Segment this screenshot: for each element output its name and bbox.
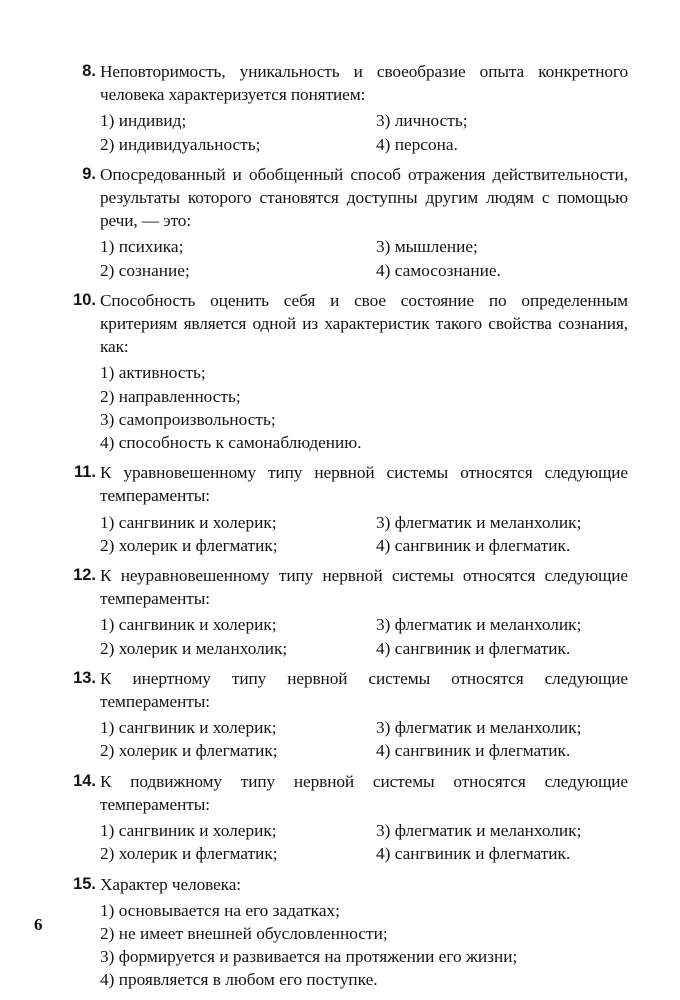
- question-text: К неуравновешенному типу нервной системы относятся следующие темпераменты:: [100, 566, 628, 609]
- answer-option: 1) сангвиник и холерик;: [100, 718, 277, 738]
- answer-options: [100, 361, 628, 454]
- question-11: [58, 461, 628, 557]
- question-number: 15.: [73, 874, 96, 893]
- question-text: К подвижному типу нервной системы относятся следующие темпераменты:: [100, 771, 628, 814]
- question-number: 12.: [73, 566, 96, 585]
- answer-options: [100, 109, 628, 155]
- answer-option: 2) сознание;: [100, 260, 190, 280]
- answer-options: [100, 511, 628, 557]
- answer-option: 1) индивид;: [100, 111, 187, 131]
- answer-option: 2) не имеет внешней обусловленности;: [100, 923, 388, 943]
- answer-options: [100, 613, 628, 659]
- question-number: 14.: [73, 771, 96, 790]
- answer-option: 4) сангвиник и флегматик.: [376, 844, 571, 864]
- answer-option: 2) направленность;: [100, 386, 241, 406]
- page-number: 6: [34, 915, 43, 934]
- answer-option: 2) холерик и меланхолик;: [100, 638, 288, 658]
- answer-option: 3) самопроизвольность;: [100, 409, 276, 429]
- answer-option: 4) сангвиник и флегматик.: [376, 535, 571, 555]
- question-9: [58, 163, 628, 282]
- question-10: [58, 289, 628, 454]
- answer-option: 1) основывается на его задатках;: [100, 900, 340, 920]
- question-number: 8.: [82, 62, 96, 80]
- question-number: 13.: [73, 668, 96, 687]
- answer-options: [100, 899, 628, 992]
- question-14: [58, 770, 628, 866]
- answer-option: 2) индивидуальность;: [100, 134, 261, 154]
- question-text: Характер человека:: [100, 874, 241, 894]
- question-text: К уравновешенному типу нервной системы относятся следующие темпераменты:: [100, 463, 628, 506]
- question-15: [58, 873, 628, 992]
- answer-option: 4) проявляется в любом его поступке.: [100, 970, 378, 990]
- question-12: [58, 564, 628, 660]
- answer-option: 1) сангвиник и холерик;: [100, 615, 277, 635]
- question-text: Неповторимость, уникальность и своеобразие опыта конкретного человека характеризуется понятием:: [100, 62, 628, 105]
- answer-option: 3) флегматик и меланхолик;: [376, 615, 582, 635]
- answer-option: 4) сангвиник и флегматик.: [376, 638, 571, 658]
- answer-option: 1) сангвиник и холерик;: [100, 821, 277, 841]
- answer-option: 3) личность;: [376, 111, 468, 131]
- answer-option: 3) мышление;: [376, 237, 478, 257]
- answer-option: 4) самосознание.: [376, 260, 501, 280]
- question-number: 11.: [73, 463, 96, 482]
- answer-option: 4) сангвиник и флегматик.: [376, 741, 571, 761]
- question-text: Способность оценить себя и свое состояние по определенным критериям является одной из характеристик такого свойства сознания, как:: [100, 290, 628, 357]
- answer-option: 3) формируется и развивается на протяжении его жизни;: [100, 947, 518, 967]
- answer-option: 1) активность;: [100, 363, 206, 383]
- question-number: 10.: [73, 290, 96, 309]
- question-list: [58, 60, 628, 999]
- question-text: Опосредованный и обобщенный способ отражения действительности, результаты которого становятся доступны другим людям с помощью речи, — это:: [100, 164, 628, 231]
- question-8: [58, 60, 628, 156]
- question-13: [58, 667, 628, 763]
- question-text: К инертному типу нервной системы относятся следующие темпераменты:: [100, 668, 628, 712]
- answer-option: 3) флегматик и меланхолик;: [376, 821, 582, 841]
- answer-option: 2) холерик и флегматик;: [100, 535, 278, 555]
- answer-option: 2) холерик и флегматик;: [100, 741, 278, 761]
- answer-option: 4) способность к самонаблюдению.: [100, 433, 362, 453]
- answer-option: 2) холерик и флегматик;: [100, 844, 278, 864]
- answer-option: 1) сангвиник и холерик;: [100, 512, 277, 532]
- answer-option: 3) флегматик и меланхолик;: [376, 512, 582, 532]
- answer-option: 1) психика;: [100, 237, 184, 257]
- answer-options: [100, 819, 628, 865]
- answer-option: 4) персона.: [376, 134, 458, 154]
- answer-options: [100, 235, 628, 281]
- question-number: 9.: [82, 164, 96, 183]
- answer-option: 3) флегматик и меланхолик;: [376, 718, 582, 738]
- answer-options: [100, 716, 628, 762]
